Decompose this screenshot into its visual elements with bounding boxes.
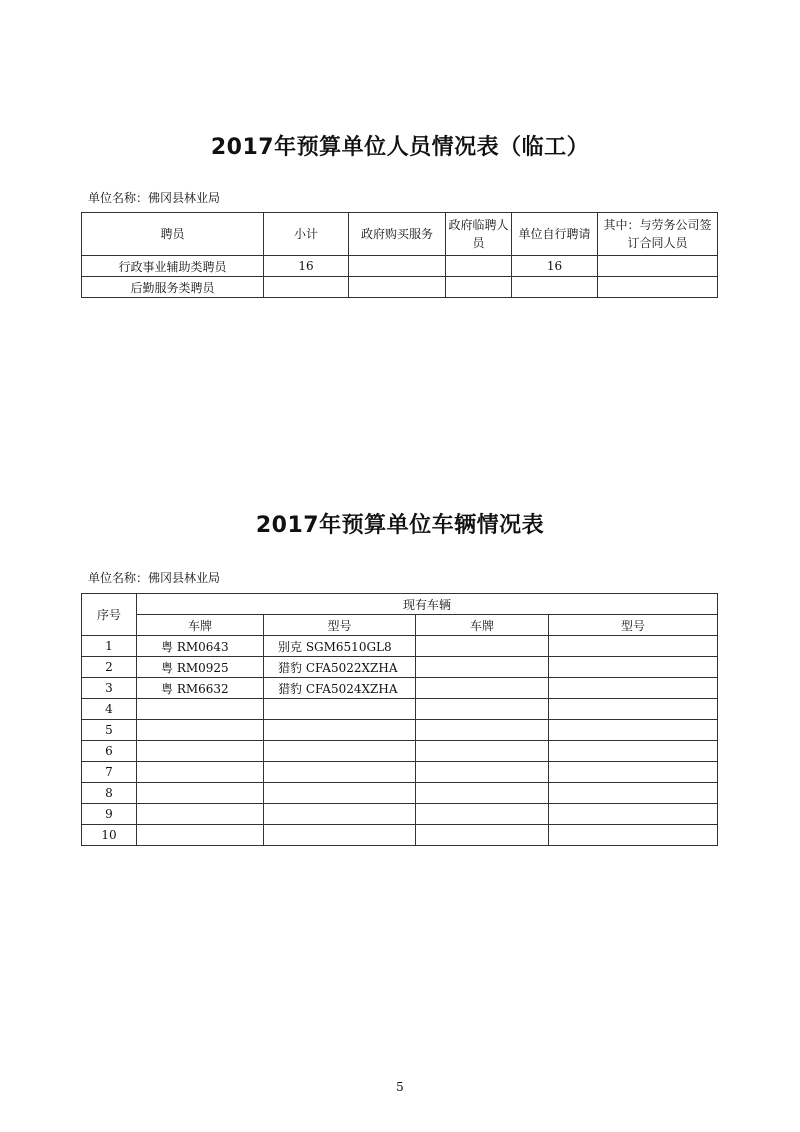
vehicle-cell: 粤 RM6632: [137, 678, 264, 699]
vehicle-index-cell: 8: [82, 783, 137, 804]
staff-cell: [446, 277, 512, 298]
vehicle-cell: [416, 699, 549, 720]
vehicle-index-cell: 5: [82, 720, 137, 741]
vehicle-index-cell: 1: [82, 636, 137, 657]
staff-table: [81, 212, 718, 298]
staff-table-header-row: [82, 213, 718, 256]
vehicle-cell: [549, 741, 718, 762]
table-row: [82, 277, 718, 298]
table-row: [82, 825, 718, 846]
vehicle-index-cell: 7: [82, 762, 137, 783]
vehicle-cell: [416, 678, 549, 699]
vehicle-group-header: 现有车辆: [137, 594, 718, 615]
vehicle-cell: [549, 825, 718, 846]
vehicle-cell: [264, 762, 416, 783]
vehicle-cell: [264, 741, 416, 762]
table-row: [82, 636, 718, 657]
staff-cell: 后勤服务类聘员: [82, 277, 264, 298]
vehicle-cell: [264, 804, 416, 825]
vehicle-cell: [137, 741, 264, 762]
staff-unit-label: 单位名称：佛冈县林业局: [88, 191, 221, 205]
vehicle-cell: [416, 720, 549, 741]
staff-cell: [264, 277, 349, 298]
table-row: [82, 720, 718, 741]
table-row: [82, 699, 718, 720]
table-row: [82, 804, 718, 825]
staff-header-cell: 单位自行聘请: [512, 213, 598, 256]
staff-cell: [446, 256, 512, 277]
staff-header-cell: 政府临聘人员: [446, 213, 512, 256]
vehicle-cell: [264, 825, 416, 846]
vehicle-cell: 猎豹 CFA5022XZHA: [264, 657, 416, 678]
vehicle-cell: [549, 804, 718, 825]
vehicle-cell: [549, 636, 718, 657]
vehicle-index-cell: 9: [82, 804, 137, 825]
vehicle-index-cell: 4: [82, 699, 137, 720]
vehicle-index-cell: 3: [82, 678, 137, 699]
staff-cell: 16: [264, 256, 349, 277]
vehicle-cell: [137, 699, 264, 720]
staff-table-title: 2017年预算单位人员情况表（临工）: [210, 135, 590, 160]
staff-header-cell: 小计: [264, 213, 349, 256]
staff-cell: [349, 277, 446, 298]
vehicle-cell: [264, 783, 416, 804]
vehicle-cell: [137, 720, 264, 741]
vehicle-table-body: [82, 636, 718, 846]
vehicle-cell: [137, 762, 264, 783]
vehicle-cell: [264, 699, 416, 720]
table-row: [82, 783, 718, 804]
vehicle-cell: [137, 783, 264, 804]
vehicle-cell: 粤 RM0643: [137, 636, 264, 657]
vehicle-cell: [416, 762, 549, 783]
staff-cell: [349, 256, 446, 277]
vehicle-cell: [416, 825, 549, 846]
vehicle-cell: [549, 783, 718, 804]
vehicle-cell: [549, 657, 718, 678]
table-row: [82, 657, 718, 678]
staff-header-cell: 其中：与劳务公司签订合同人员: [598, 213, 718, 256]
vehicle-cell: [416, 657, 549, 678]
table-row: [82, 741, 718, 762]
vehicle-cell: [549, 678, 718, 699]
vehicle-header-row: [82, 594, 718, 615]
vehicle-subheader-cell: 型号: [264, 615, 416, 636]
vehicle-table-title: 2017年预算单位车辆情况表: [255, 513, 545, 538]
vehicle-subheader-cell: 车牌: [416, 615, 549, 636]
staff-cell: 16: [512, 256, 598, 277]
staff-cell: 行政事业辅助类聘员: [82, 256, 264, 277]
vehicle-subheader-cell: 车牌: [137, 615, 264, 636]
vehicle-cell: [264, 720, 416, 741]
vehicle-cell: [137, 804, 264, 825]
vehicle-cell: 猎豹 CFA5024XZHA: [264, 678, 416, 699]
vehicle-cell: 粤 RM0925: [137, 657, 264, 678]
vehicle-table: [81, 593, 718, 846]
vehicle-cell: [137, 825, 264, 846]
vehicle-cell: [416, 636, 549, 657]
vehicle-subheader-row: [82, 615, 718, 636]
vehicle-index-cell: 2: [82, 657, 137, 678]
vehicle-subheader-cell: 型号: [549, 615, 718, 636]
vehicle-cell: [416, 783, 549, 804]
staff-cell: [598, 277, 718, 298]
table-row: [82, 256, 718, 277]
page-number: 5: [396, 1080, 404, 1094]
vehicle-cell: [549, 699, 718, 720]
vehicle-cell: [416, 804, 549, 825]
vehicle-cell: 别克 SGM6510GL8: [264, 636, 416, 657]
vehicle-index-header: 序号: [82, 594, 137, 636]
vehicle-unit-label: 单位名称：佛冈县林业局: [88, 571, 221, 585]
staff-cell: [512, 277, 598, 298]
staff-cell: [598, 256, 718, 277]
table-row: [82, 678, 718, 699]
vehicle-cell: [416, 741, 549, 762]
vehicle-cell: [549, 720, 718, 741]
table-row: [82, 762, 718, 783]
vehicle-index-cell: 10: [82, 825, 137, 846]
vehicle-index-cell: 6: [82, 741, 137, 762]
vehicle-cell: [549, 762, 718, 783]
staff-header-cell: 聘员: [82, 213, 264, 256]
staff-header-cell: 政府购买服务: [349, 213, 446, 256]
